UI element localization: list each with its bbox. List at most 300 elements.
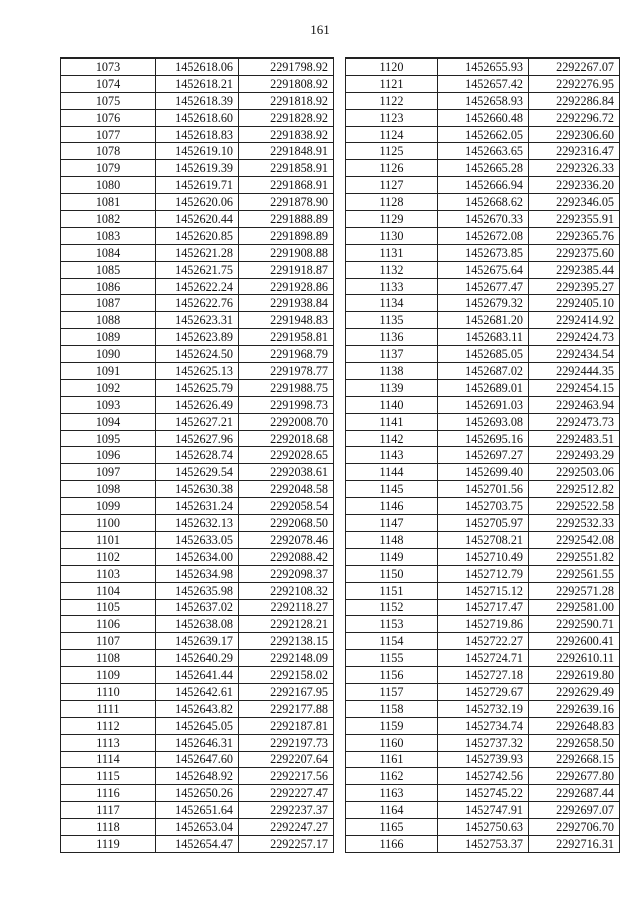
x-coordinate-cell: 1452657.42 [438, 75, 529, 92]
point-number-cell: 1076 [61, 109, 156, 126]
x-coordinate-cell: 1452705.97 [438, 515, 529, 532]
table-row [346, 244, 620, 261]
y-coordinate-cell: 2292375.60 [529, 244, 620, 261]
point-number-cell: 1149 [346, 548, 438, 565]
y-coordinate-cell: 2292365.76 [529, 227, 620, 244]
y-coordinate-cell: 2291948.83 [239, 312, 334, 329]
y-coordinate-cell: 2292648.83 [529, 717, 620, 734]
x-coordinate-cell: 1452633.05 [156, 531, 239, 548]
point-number-cell: 1122 [346, 92, 438, 109]
table-row [346, 667, 620, 684]
x-coordinate-cell: 1452629.54 [156, 464, 239, 481]
x-coordinate-cell: 1452701.56 [438, 481, 529, 498]
point-number-cell: 1119 [61, 835, 156, 852]
x-coordinate-cell: 1452677.47 [438, 278, 529, 295]
table-row [61, 312, 334, 329]
x-coordinate-cell: 1452642.61 [156, 683, 239, 700]
x-coordinate-cell: 1452618.06 [156, 58, 239, 75]
x-coordinate-cell: 1452668.62 [438, 194, 529, 211]
table-row [61, 430, 334, 447]
table-row [61, 295, 334, 312]
point-number-cell: 1124 [346, 126, 438, 143]
y-coordinate-cell: 2291838.92 [239, 126, 334, 143]
table-row [61, 700, 334, 717]
point-number-cell: 1161 [346, 751, 438, 768]
table-row [61, 278, 334, 295]
table-row [346, 633, 620, 650]
table-row [346, 751, 620, 768]
table-row [61, 126, 334, 143]
point-number-cell: 1154 [346, 633, 438, 650]
x-coordinate-cell: 1452658.93 [438, 92, 529, 109]
x-coordinate-cell: 1452622.76 [156, 295, 239, 312]
point-number-cell: 1137 [346, 346, 438, 363]
x-coordinate-cell: 1452666.94 [438, 177, 529, 194]
point-number-cell: 1115 [61, 768, 156, 785]
table-row [346, 211, 620, 228]
y-coordinate-cell: 2292444.35 [529, 363, 620, 380]
table-row [346, 582, 620, 599]
point-number-cell: 1123 [346, 109, 438, 126]
y-coordinate-cell: 2291828.92 [239, 109, 334, 126]
table-row [346, 143, 620, 160]
table-row [61, 802, 334, 819]
x-coordinate-cell: 1452628.74 [156, 447, 239, 464]
x-coordinate-cell: 1452732.19 [438, 700, 529, 717]
y-coordinate-cell: 2292088.42 [239, 548, 334, 565]
x-coordinate-cell: 1452627.96 [156, 430, 239, 447]
y-coordinate-cell: 2291898.89 [239, 227, 334, 244]
table-row [61, 599, 334, 616]
y-coordinate-cell: 2292306.60 [529, 126, 620, 143]
y-coordinate-cell: 2292207.64 [239, 751, 334, 768]
point-number-cell: 1105 [61, 599, 156, 616]
x-coordinate-cell: 1452742.56 [438, 768, 529, 785]
point-number-cell: 1151 [346, 582, 438, 599]
point-number-cell: 1085 [61, 261, 156, 278]
x-coordinate-cell: 1452653.04 [156, 819, 239, 836]
x-coordinate-cell: 1452753.37 [438, 835, 529, 852]
point-number-cell: 1103 [61, 565, 156, 582]
y-coordinate-cell: 2292385.44 [529, 261, 620, 278]
x-coordinate-cell: 1452685.05 [438, 346, 529, 363]
point-number-cell: 1110 [61, 683, 156, 700]
point-number-cell: 1111 [61, 700, 156, 717]
x-coordinate-cell: 1452635.98 [156, 582, 239, 599]
table-row [346, 329, 620, 346]
point-number-cell: 1077 [61, 126, 156, 143]
table-row [61, 346, 334, 363]
point-number-cell: 1104 [61, 582, 156, 599]
table-row [346, 75, 620, 92]
table-row [61, 413, 334, 430]
point-number-cell: 1113 [61, 734, 156, 751]
point-number-cell: 1083 [61, 227, 156, 244]
table-row [346, 650, 620, 667]
table-row [346, 616, 620, 633]
y-coordinate-cell: 2292697.07 [529, 802, 620, 819]
point-number-cell: 1090 [61, 346, 156, 363]
point-number-cell: 1089 [61, 329, 156, 346]
y-coordinate-cell: 2292316.47 [529, 143, 620, 160]
point-number-cell: 1162 [346, 768, 438, 785]
x-coordinate-cell: 1452626.49 [156, 396, 239, 413]
y-coordinate-cell: 2292590.71 [529, 616, 620, 633]
y-coordinate-cell: 2292048.58 [239, 481, 334, 498]
y-coordinate-cell: 2292581.00 [529, 599, 620, 616]
x-coordinate-cell: 1452745.22 [438, 785, 529, 802]
table-row [61, 768, 334, 785]
x-coordinate-cell: 1452681.20 [438, 312, 529, 329]
table-row [346, 819, 620, 836]
point-number-cell: 1075 [61, 92, 156, 109]
x-coordinate-cell: 1452621.75 [156, 261, 239, 278]
table-row [346, 498, 620, 515]
table-row [346, 768, 620, 785]
x-coordinate-cell: 1452648.92 [156, 768, 239, 785]
x-coordinate-cell: 1452717.47 [438, 599, 529, 616]
point-number-cell: 1164 [346, 802, 438, 819]
table-row [346, 835, 620, 852]
x-coordinate-cell: 1452747.91 [438, 802, 529, 819]
coordinate-table-right-body [346, 58, 620, 852]
x-coordinate-cell: 1452750.63 [438, 819, 529, 836]
y-coordinate-cell: 2291858.91 [239, 160, 334, 177]
x-coordinate-cell: 1452645.05 [156, 717, 239, 734]
table-row [346, 160, 620, 177]
coordinate-table-left-body [61, 58, 334, 852]
y-coordinate-cell: 2292434.54 [529, 346, 620, 363]
point-number-cell: 1138 [346, 363, 438, 380]
x-coordinate-cell: 1452631.24 [156, 498, 239, 515]
x-coordinate-cell: 1452641.44 [156, 667, 239, 684]
y-coordinate-cell: 2292247.27 [239, 819, 334, 836]
y-coordinate-cell: 2291798.92 [239, 58, 334, 75]
point-number-cell: 1078 [61, 143, 156, 160]
y-coordinate-cell: 2292158.02 [239, 667, 334, 684]
point-number-cell: 1091 [61, 363, 156, 380]
y-coordinate-cell: 2292058.54 [239, 498, 334, 515]
table-row [61, 751, 334, 768]
point-number-cell: 1133 [346, 278, 438, 295]
y-coordinate-cell: 2292619.80 [529, 667, 620, 684]
table-row [61, 363, 334, 380]
x-coordinate-cell: 1452715.12 [438, 582, 529, 599]
point-number-cell: 1079 [61, 160, 156, 177]
table-row [61, 582, 334, 599]
table-row [61, 717, 334, 734]
x-coordinate-cell: 1452620.06 [156, 194, 239, 211]
y-coordinate-cell: 2291848.91 [239, 143, 334, 160]
y-coordinate-cell: 2292068.50 [239, 515, 334, 532]
x-coordinate-cell: 1452691.03 [438, 396, 529, 413]
x-coordinate-cell: 1452623.31 [156, 312, 239, 329]
x-coordinate-cell: 1452619.71 [156, 177, 239, 194]
y-coordinate-cell: 2292687.44 [529, 785, 620, 802]
point-number-cell: 1143 [346, 447, 438, 464]
x-coordinate-cell: 1452729.67 [438, 683, 529, 700]
y-coordinate-cell: 2291918.87 [239, 261, 334, 278]
y-coordinate-cell: 2292706.70 [529, 819, 620, 836]
point-number-cell: 1148 [346, 531, 438, 548]
table-row [346, 312, 620, 329]
x-coordinate-cell: 1452708.21 [438, 531, 529, 548]
x-coordinate-cell: 1452622.24 [156, 278, 239, 295]
table-row [61, 548, 334, 565]
y-coordinate-cell: 2292503.06 [529, 464, 620, 481]
table-row [346, 785, 620, 802]
point-number-cell: 1112 [61, 717, 156, 734]
y-coordinate-cell: 2292028.65 [239, 447, 334, 464]
x-coordinate-cell: 1452639.17 [156, 633, 239, 650]
x-coordinate-cell: 1452679.32 [438, 295, 529, 312]
x-coordinate-cell: 1452618.83 [156, 126, 239, 143]
point-number-cell: 1094 [61, 413, 156, 430]
y-coordinate-cell: 2292610.11 [529, 650, 620, 667]
point-number-cell: 1095 [61, 430, 156, 447]
y-coordinate-cell: 2292018.68 [239, 430, 334, 447]
x-coordinate-cell: 1452625.13 [156, 363, 239, 380]
x-coordinate-cell: 1452703.75 [438, 498, 529, 515]
y-coordinate-cell: 2291888.89 [239, 211, 334, 228]
table-row [61, 244, 334, 261]
y-coordinate-cell: 2291958.81 [239, 329, 334, 346]
coordinate-table-left [60, 57, 334, 853]
x-coordinate-cell: 1452623.89 [156, 329, 239, 346]
point-number-cell: 1127 [346, 177, 438, 194]
table-row [346, 346, 620, 363]
y-coordinate-cell: 2291978.77 [239, 363, 334, 380]
y-coordinate-cell: 2291808.92 [239, 75, 334, 92]
point-number-cell: 1130 [346, 227, 438, 244]
y-coordinate-cell: 2292167.95 [239, 683, 334, 700]
table-row [61, 819, 334, 836]
table-row [61, 109, 334, 126]
table-row [61, 177, 334, 194]
table-row [61, 379, 334, 396]
y-coordinate-cell: 2292571.28 [529, 582, 620, 599]
x-coordinate-cell: 1452646.31 [156, 734, 239, 751]
y-coordinate-cell: 2292038.61 [239, 464, 334, 481]
point-number-cell: 1126 [346, 160, 438, 177]
y-coordinate-cell: 2292128.21 [239, 616, 334, 633]
table-row [346, 109, 620, 126]
point-number-cell: 1140 [346, 396, 438, 413]
table-row [346, 531, 620, 548]
x-coordinate-cell: 1452683.11 [438, 329, 529, 346]
y-coordinate-cell: 2292522.58 [529, 498, 620, 515]
table-row [61, 667, 334, 684]
table-row [346, 379, 620, 396]
x-coordinate-cell: 1452665.28 [438, 160, 529, 177]
table-row [61, 531, 334, 548]
point-number-cell: 1165 [346, 819, 438, 836]
table-row [346, 177, 620, 194]
point-number-cell: 1084 [61, 244, 156, 261]
x-coordinate-cell: 1452695.16 [438, 430, 529, 447]
y-coordinate-cell: 2292177.88 [239, 700, 334, 717]
point-number-cell: 1109 [61, 667, 156, 684]
point-number-cell: 1101 [61, 531, 156, 548]
page-number: 161 [310, 22, 330, 37]
x-coordinate-cell: 1452651.64 [156, 802, 239, 819]
x-coordinate-cell: 1452618.60 [156, 109, 239, 126]
point-number-cell: 1142 [346, 430, 438, 447]
point-number-cell: 1098 [61, 481, 156, 498]
y-coordinate-cell: 2292551.82 [529, 548, 620, 565]
point-number-cell: 1097 [61, 464, 156, 481]
table-row [346, 227, 620, 244]
table-row [61, 447, 334, 464]
x-coordinate-cell: 1452624.50 [156, 346, 239, 363]
x-coordinate-cell: 1452724.71 [438, 650, 529, 667]
x-coordinate-cell: 1452699.40 [438, 464, 529, 481]
x-coordinate-cell: 1452660.48 [438, 109, 529, 126]
point-number-cell: 1116 [61, 785, 156, 802]
y-coordinate-cell: 2292227.47 [239, 785, 334, 802]
y-coordinate-cell: 2292542.08 [529, 531, 620, 548]
x-coordinate-cell: 1452687.02 [438, 363, 529, 380]
point-number-cell: 1155 [346, 650, 438, 667]
table-row [346, 717, 620, 734]
table-row [346, 447, 620, 464]
point-number-cell: 1125 [346, 143, 438, 160]
point-number-cell: 1134 [346, 295, 438, 312]
point-number-cell: 1114 [61, 751, 156, 768]
table-row [61, 261, 334, 278]
table-row [346, 278, 620, 295]
x-coordinate-cell: 1452619.39 [156, 160, 239, 177]
table-row [61, 464, 334, 481]
table-row [61, 565, 334, 582]
y-coordinate-cell: 2292197.73 [239, 734, 334, 751]
point-number-cell: 1129 [346, 211, 438, 228]
table-row [346, 58, 620, 75]
x-coordinate-cell: 1452621.28 [156, 244, 239, 261]
y-coordinate-cell: 2292098.37 [239, 565, 334, 582]
y-coordinate-cell: 2292639.16 [529, 700, 620, 717]
y-coordinate-cell: 2292561.55 [529, 565, 620, 582]
x-coordinate-cell: 1452737.32 [438, 734, 529, 751]
point-number-cell: 1160 [346, 734, 438, 751]
x-coordinate-cell: 1452637.02 [156, 599, 239, 616]
y-coordinate-cell: 2292326.33 [529, 160, 620, 177]
point-number-cell: 1080 [61, 177, 156, 194]
table-row [346, 295, 620, 312]
point-number-cell: 1136 [346, 329, 438, 346]
point-number-cell: 1082 [61, 211, 156, 228]
table-row [61, 75, 334, 92]
point-number-cell: 1159 [346, 717, 438, 734]
point-number-cell: 1135 [346, 312, 438, 329]
point-number-cell: 1074 [61, 75, 156, 92]
x-coordinate-cell: 1452719.86 [438, 616, 529, 633]
x-coordinate-cell: 1452618.21 [156, 75, 239, 92]
x-coordinate-cell: 1452638.08 [156, 616, 239, 633]
point-number-cell: 1153 [346, 616, 438, 633]
y-coordinate-cell: 2292463.94 [529, 396, 620, 413]
point-number-cell: 1081 [61, 194, 156, 211]
y-coordinate-cell: 2291908.88 [239, 244, 334, 261]
x-coordinate-cell: 1452697.27 [438, 447, 529, 464]
y-coordinate-cell: 2292296.72 [529, 109, 620, 126]
point-number-cell: 1150 [346, 565, 438, 582]
point-number-cell: 1156 [346, 667, 438, 684]
point-number-cell: 1163 [346, 785, 438, 802]
point-number-cell: 1120 [346, 58, 438, 75]
table-row [346, 126, 620, 143]
table-row [346, 565, 620, 582]
coordinate-table-right [345, 57, 620, 853]
table-row [61, 734, 334, 751]
x-coordinate-cell: 1452727.18 [438, 667, 529, 684]
y-coordinate-cell: 2292276.95 [529, 75, 620, 92]
point-number-cell: 1145 [346, 481, 438, 498]
x-coordinate-cell: 1452654.47 [156, 835, 239, 852]
x-coordinate-cell: 1452643.82 [156, 700, 239, 717]
x-coordinate-cell: 1452632.13 [156, 515, 239, 532]
point-number-cell: 1099 [61, 498, 156, 515]
table-row [346, 548, 620, 565]
table-row [346, 481, 620, 498]
table-row [61, 683, 334, 700]
y-coordinate-cell: 2292668.15 [529, 751, 620, 768]
table-row [346, 261, 620, 278]
point-number-cell: 1132 [346, 261, 438, 278]
point-number-cell: 1141 [346, 413, 438, 430]
point-number-cell: 1088 [61, 312, 156, 329]
point-number-cell: 1147 [346, 515, 438, 532]
y-coordinate-cell: 2291818.92 [239, 92, 334, 109]
point-number-cell: 1121 [346, 75, 438, 92]
point-number-cell: 1086 [61, 278, 156, 295]
point-number-cell: 1108 [61, 650, 156, 667]
x-coordinate-cell: 1452675.64 [438, 261, 529, 278]
y-coordinate-cell: 2292532.33 [529, 515, 620, 532]
y-coordinate-cell: 2292336.20 [529, 177, 620, 194]
y-coordinate-cell: 2292257.17 [239, 835, 334, 852]
point-number-cell: 1128 [346, 194, 438, 211]
x-coordinate-cell: 1452710.49 [438, 548, 529, 565]
y-coordinate-cell: 2292600.41 [529, 633, 620, 650]
table-row [61, 58, 334, 75]
point-number-cell: 1093 [61, 396, 156, 413]
y-coordinate-cell: 2292395.27 [529, 278, 620, 295]
y-coordinate-cell: 2292512.82 [529, 481, 620, 498]
y-coordinate-cell: 2292008.70 [239, 413, 334, 430]
point-number-cell: 1146 [346, 498, 438, 515]
point-number-cell: 1139 [346, 379, 438, 396]
x-coordinate-cell: 1452619.10 [156, 143, 239, 160]
table-row [346, 515, 620, 532]
y-coordinate-cell: 2291968.79 [239, 346, 334, 363]
x-coordinate-cell: 1452630.38 [156, 481, 239, 498]
table-row [346, 683, 620, 700]
y-coordinate-cell: 2291998.73 [239, 396, 334, 413]
point-number-cell: 1152 [346, 599, 438, 616]
table-row [61, 650, 334, 667]
x-coordinate-cell: 1452640.29 [156, 650, 239, 667]
y-coordinate-cell: 2292108.32 [239, 582, 334, 599]
table-row [346, 700, 620, 717]
point-number-cell: 1158 [346, 700, 438, 717]
point-number-cell: 1073 [61, 58, 156, 75]
table-row [61, 329, 334, 346]
x-coordinate-cell: 1452663.65 [438, 143, 529, 160]
y-coordinate-cell: 2292138.15 [239, 633, 334, 650]
point-number-cell: 1144 [346, 464, 438, 481]
x-coordinate-cell: 1452655.93 [438, 58, 529, 75]
